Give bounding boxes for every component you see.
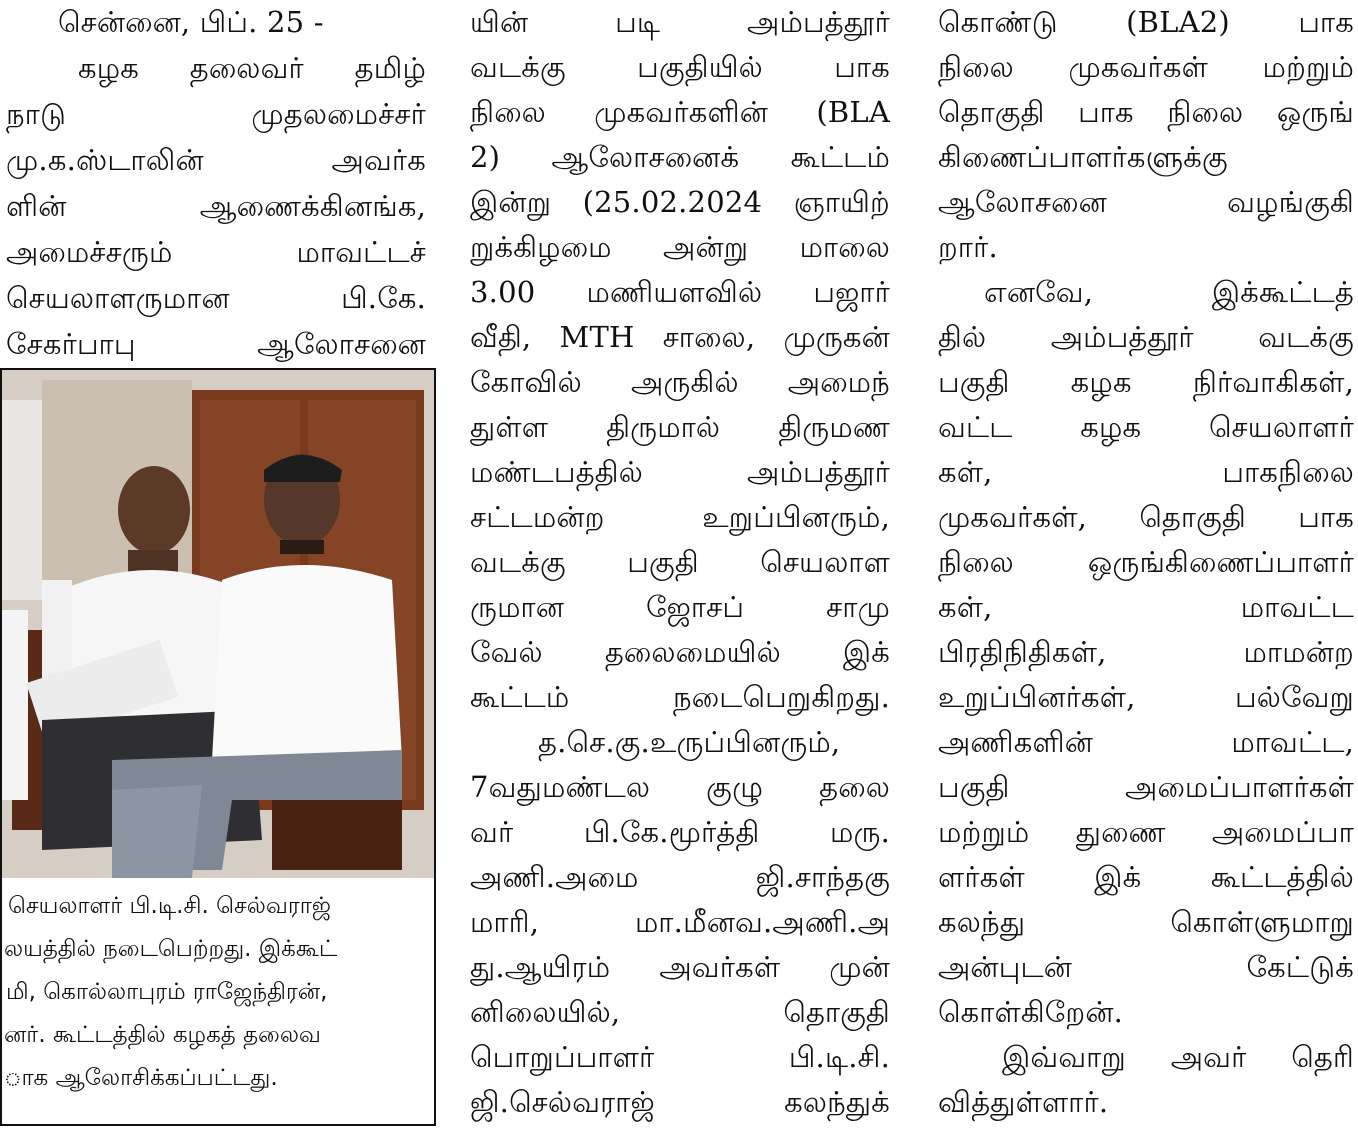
text-line: பிரதிநிதிகள், மாமன்ற [938, 635, 1354, 669]
text-line: முகவர்கள், தொகுதி பாக [938, 500, 1354, 534]
text-line: த.செ.கு.உருப்பினரும், [538, 725, 841, 759]
text-line: மண்டபத்தில் அம்பத்தூர் [470, 455, 890, 489]
text-line: தில் அம்பத்தூர் வடக்கு [938, 320, 1354, 354]
text-line: வேல் தலைமையில் இக் [470, 635, 890, 669]
text-line: ருமான ஜோசப் சாமு [470, 590, 890, 624]
text-line: கள், பாகநிலை [938, 455, 1354, 489]
text-line: ஆலோசனை வழங்குகி [938, 185, 1354, 219]
caption-line: மி, கொல்லாபுரம் ராஜேந்திரன், [6, 979, 328, 1005]
text-line: வித்துள்ளார். [938, 1085, 1109, 1119]
text-line: நாடு முதலமைச்சர் [6, 97, 426, 131]
text-line: ஜி.செல்வராஜ் கலந்துக் [470, 1085, 890, 1119]
text-line: து.ஆயிரம் அவர்கள் முன் [470, 950, 890, 984]
text-line: துள்ள திருமால் திருமண [470, 410, 890, 444]
caption-line: ாக ஆலோசிக்கப்பட்டது. [4, 1065, 278, 1091]
text-line: நிலை ஒருங்கிணைப்பாளர் [938, 545, 1354, 579]
text-line: உறுப்பினர்கள், பல்வேறு [938, 680, 1354, 714]
text-line: மற்றும் துணை அமைப்பா [938, 815, 1354, 849]
text-line: அணிகளின் மாவட்ட, [938, 725, 1354, 759]
text-line: சேகர்பாபு ஆலோசனை [6, 327, 426, 361]
text-line: யின் படி அம்பத்தூர் [470, 5, 890, 39]
text-line: றார். [938, 230, 998, 264]
text-line: மு.க.ஸ்டாலின் அவர்க [6, 143, 426, 177]
text-line: ளர்கள் இக் கூட்டத்தில் [938, 860, 1354, 894]
text-line: கூட்டம் நடைபெறுகிறது. [470, 680, 890, 714]
text-line: கலந்து கொள்ளுமாறு [938, 905, 1354, 939]
text-line: கிணைப்பாளர்களுக்கு [938, 140, 1228, 174]
text-line: வட்ட கழக செயலாளர் [938, 410, 1354, 444]
meeting-photo [2, 370, 434, 878]
text-line: நிலை முகவர்களின் (BLA [470, 95, 890, 129]
text-line: நிலை முகவர்கள் மற்றும் [938, 50, 1354, 84]
text-line: அணி.அமை ஜி.சாந்தகு [470, 860, 890, 894]
text-line: அமைச்சரும் மாவட்டச் [6, 235, 426, 269]
caption-line: னர். கூட்டத்தில் கழகத் தலைவ [4, 1022, 321, 1048]
text-line: சட்டமன்ற உறுப்பினரும், [470, 500, 890, 534]
caption-line: லயத்தில் நடைபெற்றது. இக்கூட் [4, 936, 338, 962]
text-line: எனவே, இக்கூட்டத் [984, 275, 1354, 309]
text-line: கொண்டு (BLA2) பாக [938, 5, 1354, 39]
text-line: கோவில் அருகில் அமைந் [470, 365, 890, 399]
text-line: னிலையில், தொகுதி [470, 995, 890, 1029]
text-line: வர் பி.கே.மூர்த்தி மரு. [470, 815, 890, 849]
text-line: 7வதுமண்டல குழு தலை [470, 770, 890, 804]
dateline: சென்னை, பிப். 25 - [58, 5, 324, 39]
text-line: மாரி, மா.மீனவ.அணி.அ [470, 905, 890, 939]
text-line: பகுதி அமைப்பாளர்கள் [938, 770, 1354, 804]
text-line: இவ்வாறு அவர் தெரி [1002, 1040, 1354, 1074]
caption-line: செயலாளர் பி.டி.சி. செல்வராஜ் [8, 893, 331, 919]
text-line: இன்று (25.02.2024 ஞாயிற் [470, 185, 890, 219]
text-line: வடக்கு பகுதி செயலாள [470, 545, 890, 579]
text-line: றுக்கிழமை அன்று மாலை [470, 230, 890, 264]
text-line: செயலாளருமான பி.கே. [6, 281, 426, 315]
text-line: கொள்கிறேன். [938, 995, 1124, 1029]
text-line: வீதி, MTH சாலை, முருகன் [470, 320, 890, 354]
text-line: 3.00 மணியளவில் பஜார் [470, 275, 890, 309]
meeting-photo-illustration [2, 370, 434, 878]
text-line: கள், மாவட்ட [938, 590, 1354, 624]
text-line: பகுதி கழக நிர்வாகிகள், [938, 365, 1354, 399]
text-line: 2) ஆலோசனைக் கூட்டம் [470, 140, 890, 174]
text-line: தொகுதி பாக நிலை ஒருங் [938, 95, 1354, 129]
text-line: வடக்கு பகுதியில் பாக [470, 50, 890, 84]
text-line: பொறுப்பாளர் பி.டி.சி. [470, 1040, 890, 1074]
photo-box [0, 368, 436, 1126]
text-line: அன்புடன் கேட்டுக் [938, 950, 1354, 984]
text-line: கழக தலைவர் தமிழ் [78, 51, 426, 85]
text-line: ளின் ஆணைக்கினங்க, [6, 189, 426, 223]
